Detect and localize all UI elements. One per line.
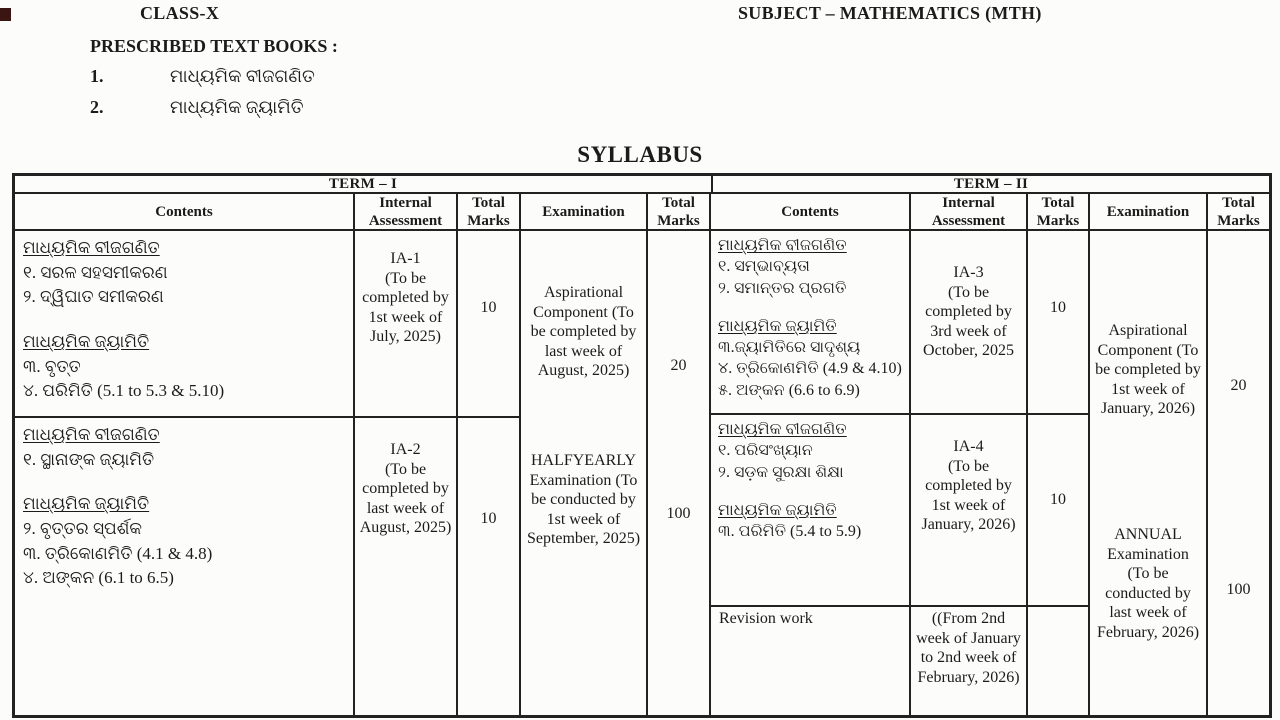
syllabus-title: SYLLABUS <box>577 142 703 167</box>
term2-row2-internal-assessment-cell <box>910 414 1027 606</box>
class-label: CLASS-X <box>140 3 220 23</box>
exam-marks-value: 100 <box>1226 581 1251 598</box>
book-list-item <box>90 66 315 87</box>
term2-row1-internal-assessment-cell <box>910 230 1027 414</box>
book-list-item <box>90 97 304 118</box>
book-number: 1. <box>90 66 104 86</box>
exam-aspirational-component: Aspirational Component (To be completed by 1st week of January, 2026) <box>1095 322 1201 418</box>
ia-label: IA-4 <box>953 438 984 455</box>
ia-note: (To be completed by last week of August, 2025) <box>359 460 452 537</box>
section-heading: ମାଧ୍ୟମିକ ବୀଜଗଣିତ <box>23 238 160 257</box>
content-item: ୨. ଦ୍ୱିଘାତ ସମୀକରଣ <box>23 287 164 307</box>
exam-annual: ANNUAL Examination (To be conducted by last week of February, 2026) <box>1096 526 1200 641</box>
term1-header-total-marks-ia: Total Marks <box>457 193 520 230</box>
term2-title-cell: TERM – II <box>712 175 1270 193</box>
content-item: ୪. ତ୍ରିକୋଣମିତି (4.9 & 4.10) <box>718 360 902 378</box>
content-item: ୨. ସମାନ୍ତର ପ୍ରଗତି <box>718 279 847 297</box>
prescribed-textbooks-heading: PRESCRIBED TEXT BOOKS : <box>90 36 338 56</box>
content-item: ୩. ବୃତ୍ତ <box>23 356 81 376</box>
term2-row3-total-marks-cell <box>1027 606 1089 716</box>
content-item: ୫. ଅଙ୍କନ (6.6 to 6.9) <box>718 381 860 399</box>
exam-marks-value: 20 <box>1230 377 1247 394</box>
term1-row2-contents-cell <box>14 417 354 716</box>
term1-exam-marks-cell <box>647 230 710 716</box>
section-heading: ମାଧ୍ୟମିକ ଜ୍ୟାମିତି <box>718 317 837 335</box>
ia-label: IA-3 <box>953 264 984 281</box>
section-heading: ମାଧ୍ୟମିକ ବୀଜଗଣିତ <box>718 421 847 438</box>
term2-header-contents: Contents <box>710 193 910 230</box>
term1-header-examination: Examination <box>520 193 647 230</box>
term2-header-internal-assessment: Internal Assessment <box>910 193 1027 230</box>
term1-title-cell: TERM – I <box>14 175 712 193</box>
exam-aspirational-component: Aspirational Component (To be completed by last week of August, 2025) <box>530 284 637 380</box>
term2-row2-contents-cell <box>710 414 910 606</box>
ia-note: (To be completed by 3rd week of October, 2025 <box>923 283 1014 360</box>
term1-examination-cell <box>520 230 647 716</box>
ia-note: (To be completed by 1st week of July, 2025) <box>362 269 449 346</box>
section-heading: ମାଧ୍ୟମିକ ବୀଜଗଣିତ <box>718 237 847 254</box>
term2-header-total-marks-ia: Total Marks <box>1027 193 1089 230</box>
term2-examination-cell <box>1089 230 1207 716</box>
term2-row1-contents-cell <box>710 230 910 414</box>
content-item: ୨. ବୃତ୍ତର ସ୍ପର୍ଶକ <box>23 518 142 538</box>
content-item: ୧. ସରଳ ସହସମୀକରଣ <box>23 262 168 282</box>
term2-row1-total-marks-cell: 10 <box>1027 230 1089 414</box>
content-item: ୧. ସମ୍ଭାବ୍ୟତା <box>718 258 810 276</box>
syllabus-table <box>12 173 1272 718</box>
content-item: ୩. ତ୍ରିକୋଣମିତି (4.1 & 4.8) <box>23 543 213 563</box>
section-heading: ମାଧ୍ୟମିକ ଜ୍ୟାମିତି <box>23 494 150 514</box>
term1-row2-total-marks-cell: 10 <box>457 417 520 716</box>
section-heading: ମାଧ୍ୟମିକ ଜ୍ୟାମିତି <box>23 331 150 351</box>
exam-marks-value: 20 <box>670 357 687 374</box>
scan-artifact <box>0 8 11 21</box>
section-heading: ମାଧ୍ୟମିକ ଜ୍ୟାମିତି <box>718 501 837 519</box>
term2-header-examination: Examination <box>1089 193 1207 230</box>
term1-row1-internal-assessment-cell <box>354 230 457 417</box>
book-number: 2. <box>90 97 104 117</box>
ia-note: (To be completed by 1st week of January, 2026) <box>921 457 1016 534</box>
content-item: ୪. ଅଙ୍କନ (6.1 to 6.5) <box>23 568 174 588</box>
subject-label: SUBJECT – MATHEMATICS (MTH) <box>738 3 1042 23</box>
content-item: ୪. ପରିମିତି (5.1 to 5.3 & 5.10) <box>23 381 225 401</box>
term2-row3-contents-cell: Revision work <box>710 606 910 716</box>
book-title: ମାଧ୍ୟମିକ ଜ୍ୟାମିତି <box>170 97 304 117</box>
content-item: ୧. ପରିସଂଖ୍ୟାନ <box>718 442 813 460</box>
exam-halfyearly: HALFYEARLY Examination (To be conducted by 1st week of September, 2025) <box>526 452 641 548</box>
ia-label: IA-2 <box>390 441 421 458</box>
term1-header-internal-assessment: Internal Assessment <box>354 193 457 230</box>
term1-row1-contents-cell <box>14 230 354 417</box>
term2-row2-total-marks-cell: 10 <box>1027 414 1089 606</box>
term1-header-total-marks-exam: Total Marks <box>647 193 710 230</box>
book-title: ମାଧ୍ୟମିକ ବୀଜଗଣିତ <box>170 66 315 86</box>
term1-header-contents: Contents <box>14 193 354 230</box>
content-item: ୨. ସଡ଼କ ସୁରକ୍ଷା ଶିକ୍ଷା <box>718 463 844 481</box>
term2-header-total-marks-exam: Total Marks <box>1207 193 1270 230</box>
content-item: ୩. ପରିମିତି (5.4 to 5.9) <box>718 523 862 541</box>
content-item: ୩.ଜ୍ୟାମିତିରେ ସାଦୃଶ୍ୟ <box>718 339 861 357</box>
section-heading: ମାଧ୍ୟମିକ ବୀଜଗଣିତ <box>23 425 160 444</box>
term1-row2-internal-assessment-cell <box>354 417 457 716</box>
content-item: ୧. ସ୍ଥାନାଙ୍କ ଜ୍ୟାମିତି <box>23 449 155 469</box>
exam-marks-value: 100 <box>666 505 691 522</box>
term2-exam-marks-cell <box>1207 230 1270 716</box>
term2-row3-internal-assessment-cell: ((From 2nd week of January to 2nd week of February, 2026) <box>910 606 1027 716</box>
term1-row1-total-marks-cell: 10 <box>457 230 520 417</box>
ia-label: IA-1 <box>390 250 421 267</box>
